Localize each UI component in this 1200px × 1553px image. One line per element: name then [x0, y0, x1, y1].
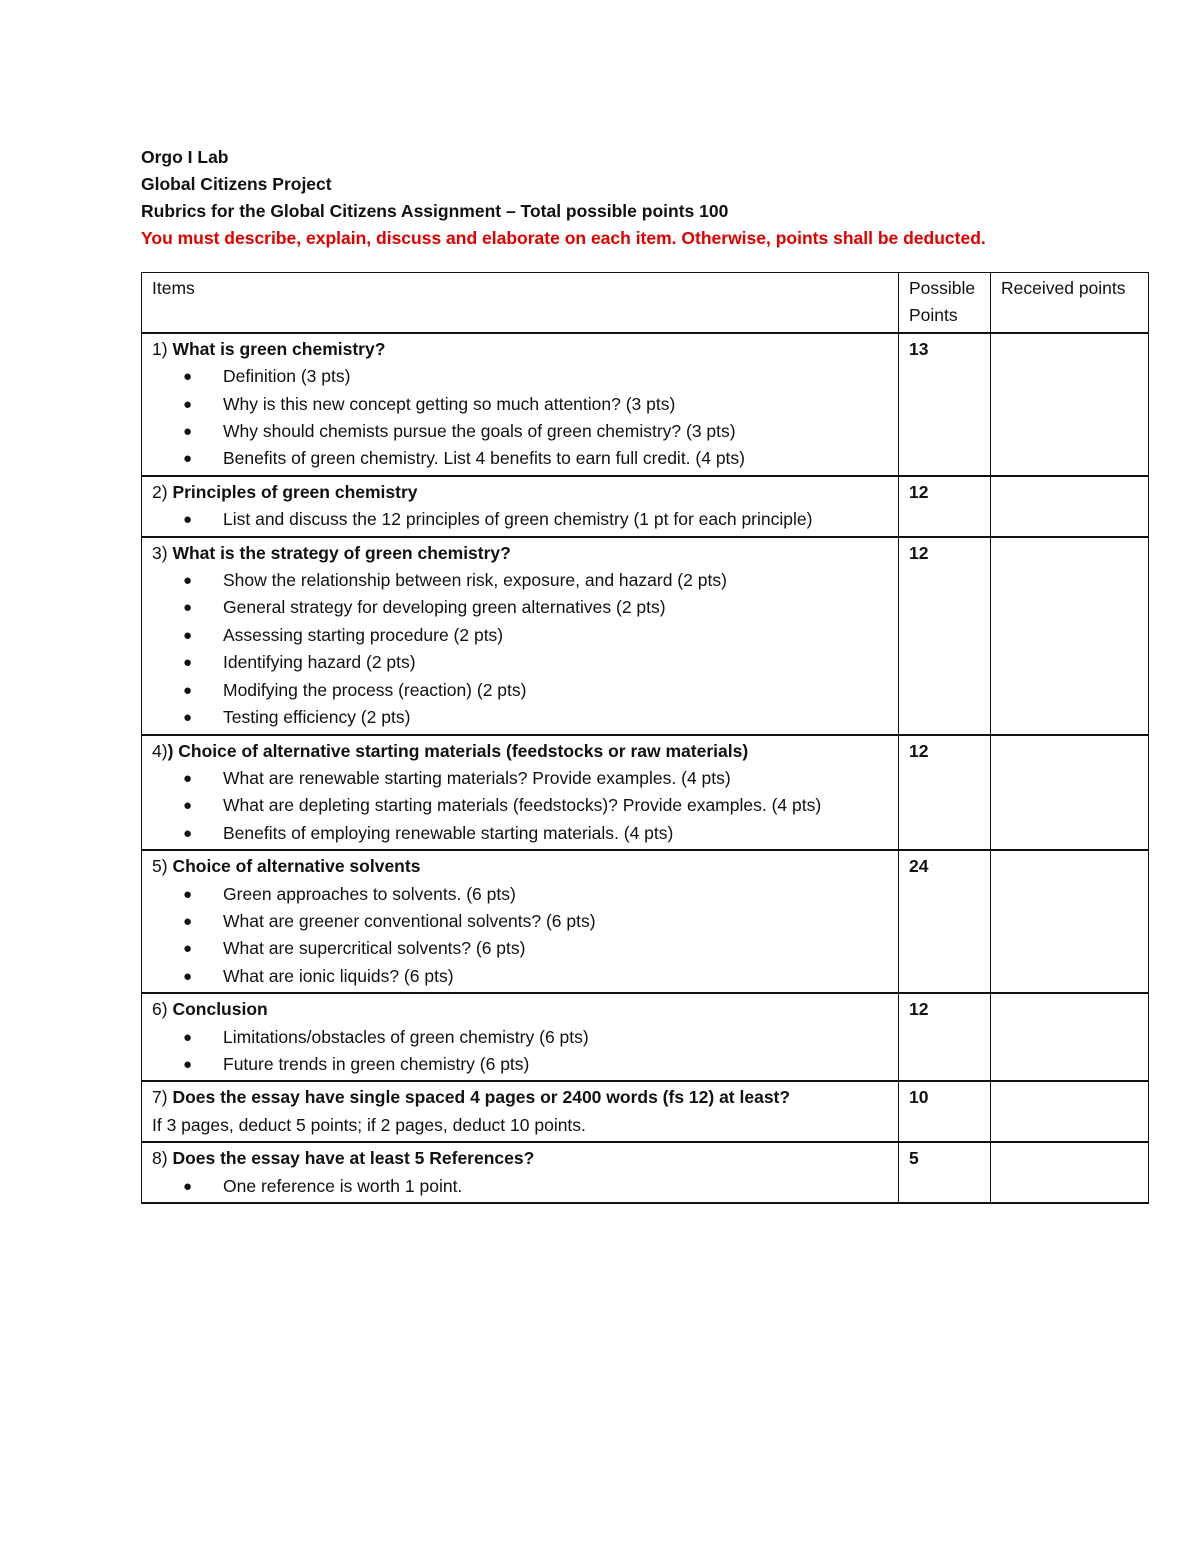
items-column-header: Items [142, 273, 899, 333]
rubric-item-note: If 3 pages, deduct 5 points; if 2 pages, deduct 10 points. [152, 1114, 586, 1135]
list-item [152, 391, 888, 418]
rubric-item-title [152, 540, 888, 567]
bullet-icon: ● [183, 599, 193, 617]
criterion-text: Benefits of green chemistry. List 4 benefits to earn full credit. (4 pts) [223, 448, 746, 469]
criterion-text: What are greener conventional solvents? (6 pts) [223, 910, 596, 931]
rubric-item-cell [142, 476, 899, 537]
rubric-item-title [152, 738, 888, 765]
deduction-warning: You must describe, explain, discuss and elaborate on each item. Otherwise, points shall be deducted. [141, 228, 986, 248]
rubric-item-heading: Conclusion [172, 999, 268, 1020]
table-row [142, 537, 1149, 735]
rubric-item-cell [142, 333, 899, 476]
bullet-icon: ● [183, 940, 193, 958]
received-points-cell[interactable] [991, 333, 1149, 476]
list-item [152, 1173, 888, 1200]
course-title: Orgo I Lab [141, 147, 229, 167]
criteria-list [152, 881, 888, 991]
bullet-icon: ● [183, 626, 193, 644]
received-points-cell[interactable] [991, 993, 1149, 1081]
rubric-item-heading: Does the essay have at least 5 References? [172, 1148, 535, 1169]
received-points-cell[interactable] [991, 1081, 1149, 1142]
table-row [142, 1142, 1149, 1203]
received-points-cell[interactable] [991, 476, 1149, 537]
bullet-icon: ● [183, 681, 193, 699]
possible-points-cell: 12 [899, 476, 991, 537]
criterion-text: What are renewable starting materials? Provide examples. (4 pts) [223, 767, 731, 788]
criterion-text: Green approaches to solvents. (6 pts) [223, 883, 516, 904]
rubric-title: Rubrics for the Global Citizens Assignment – Total possible points 100 [141, 201, 729, 221]
list-item [152, 765, 888, 792]
bullet-icon: ● [183, 912, 193, 930]
list-item [152, 963, 888, 990]
possible-points-cell: 24 [899, 850, 991, 993]
table-row [142, 476, 1149, 537]
rubric-item-cell [142, 993, 899, 1081]
rubric-item-number: 7) [152, 1087, 173, 1108]
list-item [152, 1051, 888, 1078]
possible-points-cell: 12 [899, 537, 991, 735]
criterion-text: Limitations/obstacles of green chemistry (6 pts) [223, 1026, 589, 1047]
criterion-text: Definition (3 pts) [223, 366, 351, 387]
criterion-text: Assessing starting procedure (2 pts) [223, 624, 504, 645]
rubric-item-title [152, 1145, 888, 1172]
bullet-icon: ● [183, 1055, 193, 1073]
rubric-table [141, 272, 1149, 1204]
list-item [152, 677, 888, 704]
bullet-icon: ● [183, 967, 193, 985]
criteria-list [152, 765, 888, 847]
document-header [141, 144, 1151, 252]
bullet-icon: ● [183, 450, 193, 468]
received-points-cell[interactable] [991, 537, 1149, 735]
rubric-item-number: 2) [152, 481, 173, 502]
bullet-icon: ● [183, 654, 193, 672]
list-item [152, 594, 888, 621]
rubric-item-number: 3) [152, 542, 173, 563]
rubric-item-number: 4) [152, 740, 168, 761]
criteria-list [152, 363, 888, 473]
criterion-text: Why should chemists pursue the goals of green chemistry? (3 pts) [223, 421, 736, 442]
rubric-item-title [152, 479, 888, 506]
bullet-icon: ● [183, 423, 193, 441]
rubric-item-heading: Principles of green chemistry [172, 481, 418, 502]
table-row [142, 1081, 1149, 1142]
bullet-icon: ● [183, 572, 193, 590]
bullet-icon: ● [183, 824, 193, 842]
possible-points-cell: 12 [899, 993, 991, 1081]
bullet-icon: ● [183, 709, 193, 727]
rubric-item-number: 5) [152, 856, 173, 877]
bullet-icon: ● [183, 395, 193, 413]
list-item [152, 820, 888, 847]
criterion-text: Future trends in green chemistry (6 pts) [223, 1053, 530, 1074]
bullet-icon: ● [183, 885, 193, 903]
criterion-text: Modifying the process (reaction) (2 pts) [223, 679, 527, 700]
criterion-text: Show the relationship between risk, exposure, and hazard (2 pts) [223, 570, 727, 591]
list-item [152, 649, 888, 676]
criterion-text: What are ionic liquids? (6 pts) [223, 965, 454, 986]
rubric-item-number: 6) [152, 999, 173, 1020]
rubric-item-heading: What is green chemistry? [172, 338, 386, 359]
rubric-item-cell [142, 537, 899, 735]
possible-points-column-header: Possible Points [899, 273, 991, 333]
list-item [152, 506, 888, 533]
list-item [152, 792, 888, 819]
received-points-cell[interactable] [991, 1142, 1149, 1203]
bullet-icon: ● [183, 1028, 193, 1046]
rubric-item-number: 8) [152, 1148, 173, 1169]
criteria-list [152, 1173, 888, 1200]
table-row [142, 850, 1149, 993]
table-header-row [142, 273, 1149, 333]
project-title: Global Citizens Project [141, 174, 332, 194]
bullet-icon: ● [183, 368, 193, 386]
rubric-item-heading: ) Choice of alternative starting materials (feedstocks or raw materials) [167, 740, 749, 761]
rubric-item-heading: Does the essay have single spaced 4 pages or 2400 words (fs 12) at least? [172, 1087, 791, 1108]
possible-points-cell: 10 [899, 1081, 991, 1142]
possible-points-cell: 12 [899, 735, 991, 851]
rubric-item-heading: Choice of alternative solvents [172, 856, 421, 877]
list-item [152, 567, 888, 594]
list-item [152, 935, 888, 962]
received-points-cell[interactable] [991, 850, 1149, 993]
table-row [142, 993, 1149, 1081]
rubric-item-title [152, 853, 888, 880]
list-item [152, 445, 888, 472]
criteria-list [152, 1024, 888, 1079]
bullet-icon: ● [183, 1177, 193, 1195]
bullet-icon: ● [183, 511, 193, 529]
table-row [142, 735, 1149, 851]
rubric-item-cell [142, 1081, 899, 1142]
criterion-text: Identifying hazard (2 pts) [223, 652, 416, 673]
criterion-text: List and discuss the 12 principles of green chemistry (1 pt for each principle) [223, 509, 813, 530]
criteria-list [152, 567, 888, 731]
list-item [152, 704, 888, 731]
rubric-item-cell [142, 850, 899, 993]
criterion-text: What are supercritical solvents? (6 pts) [223, 938, 526, 959]
bullet-icon: ● [183, 797, 193, 815]
list-item [152, 363, 888, 390]
possible-points-cell: 13 [899, 333, 991, 476]
rubric-item-number: 1) [152, 338, 173, 359]
list-item [152, 418, 888, 445]
rubric-item-cell [142, 735, 899, 851]
rubric-item-cell [142, 1142, 899, 1203]
table-row [142, 333, 1149, 476]
criterion-text: General strategy for developing green alternatives (2 pts) [223, 597, 666, 618]
bullet-icon: ● [183, 769, 193, 787]
rubric-item-title [152, 996, 888, 1023]
criteria-list [152, 506, 888, 533]
list-item [152, 908, 888, 935]
received-points-column-header: Received points [991, 273, 1149, 333]
list-item [152, 622, 888, 649]
received-points-cell[interactable] [991, 735, 1149, 851]
list-item [152, 1024, 888, 1051]
rubric-item-heading: What is the strategy of green chemistry? [172, 542, 511, 563]
criterion-text: One reference is worth 1 point. [223, 1175, 463, 1196]
rubric-item-title [152, 1084, 888, 1111]
possible-points-cell: 5 [899, 1142, 991, 1203]
criterion-text: Testing efficiency (2 pts) [223, 707, 411, 728]
criterion-text: Benefits of employing renewable starting materials. (4 pts) [223, 822, 674, 843]
list-item [152, 881, 888, 908]
criterion-text: Why is this new concept getting so much attention? (3 pts) [223, 393, 676, 414]
rubric-item-title [152, 336, 888, 363]
criterion-text: What are depleting starting materials (feedstocks)? Provide examples. (4 pts) [223, 795, 822, 816]
